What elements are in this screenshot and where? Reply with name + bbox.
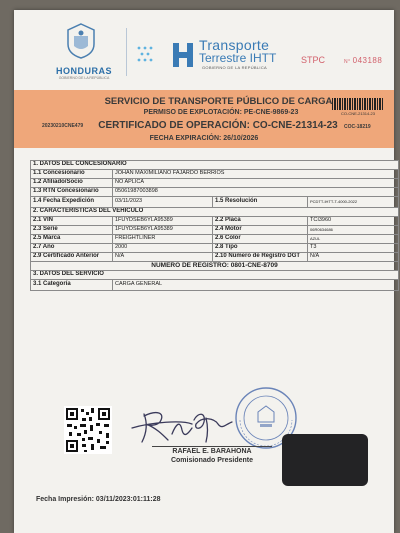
field-value: N/A — [308, 253, 399, 262]
field-label: 2.8 Tipo — [213, 244, 308, 253]
field-value: FREIGHTLINER — [113, 235, 213, 244]
agency-code: STPC — [301, 55, 326, 65]
field-label: 3.1 Categoría — [31, 280, 113, 291]
brand-subtitle: GOBIERNO DE LA REPÚBLICA — [202, 65, 267, 70]
section-header — [31, 208, 399, 217]
signer-title: Comisionado Presidente — [170, 457, 254, 464]
table-row — [31, 244, 399, 253]
service-title: SERVICIO DE TRANSPORTE PÚBLICO DE CARGA — [104, 96, 333, 107]
header-divider — [126, 28, 127, 76]
brand-line-2: Terrestre IHTT — [199, 51, 277, 65]
field-label: 2.7 Año — [31, 244, 113, 253]
country-name: HONDURAS — [55, 66, 112, 76]
dot-pattern-icon — [136, 44, 162, 64]
table-row — [31, 262, 399, 271]
field-value: AZUL — [308, 235, 399, 244]
field-label: 1.5 Resolución — [213, 197, 308, 208]
field-value: PCDTT-IHTT-T-4000-2022 — [308, 197, 399, 208]
certificate-page — [14, 10, 394, 533]
table-row — [31, 170, 399, 179]
section-header — [31, 161, 399, 170]
field-label: 2.5 Marca — [31, 235, 113, 244]
brand-line-1: Transporte — [199, 37, 270, 53]
table-row — [31, 235, 399, 244]
table-row — [31, 253, 399, 262]
right-code: COC-18219 — [344, 124, 371, 130]
field-label: 2.3 Serie — [31, 226, 113, 235]
serial-number — [344, 56, 382, 65]
field-value: 03/11/2023 — [113, 197, 213, 208]
h-logo-icon — [172, 42, 194, 68]
field-value: 1FUYDSEB6YLA95389 — [113, 217, 213, 226]
field-label: 1.3 RTN Concesionario — [31, 188, 113, 197]
table-row — [31, 179, 399, 188]
field-value: 06R0634686 — [308, 226, 399, 235]
field-value: 2000 — [113, 244, 213, 253]
field-value: TCI3960 — [308, 217, 399, 226]
field-label: 2.6 Color — [213, 235, 308, 244]
field-label: 2.1 VIN — [31, 217, 113, 226]
country-subtitle: GOBIERNO DE LA REPÚBLICA — [58, 76, 110, 80]
field-value: T3 — [308, 244, 399, 253]
certificate-number: CERTIFICADO DE OPERACIÓN: CO-CNE-21314-23 — [98, 120, 338, 131]
print-date: Fecha Impresión: 03/11/2023:01:11:28 — [36, 496, 161, 503]
field-value: N/A — [113, 253, 213, 262]
section-header — [31, 271, 399, 280]
redacted-box — [282, 434, 368, 486]
registration-number: NUMERO DE REGISTRO: 0801-CNE-8709 — [31, 262, 399, 271]
field-label: 2.4 Motor — [213, 226, 308, 235]
title-band — [14, 90, 394, 148]
data-table — [30, 160, 399, 291]
field-label: 1.1 Concesionario — [31, 170, 113, 179]
field-label: 1.2 Afiliado/Socio — [31, 179, 113, 188]
left-code: 20230210CNE479 — [42, 123, 84, 129]
table-row — [31, 217, 399, 226]
field-label: 2.10 Número de Registro DGT — [213, 253, 308, 262]
table-row — [31, 197, 399, 208]
table-row — [31, 280, 399, 291]
section-title: 2. CARACTERISTICAS DEL VEHICULO — [31, 208, 399, 217]
signer-name: RAFAEL E. BARAHONA — [152, 446, 272, 455]
serial-value: 043188 — [352, 56, 383, 65]
table-row — [31, 188, 399, 197]
field-label: 2.9 Certificado Anterior — [31, 253, 113, 262]
qr-code — [64, 406, 112, 454]
table-row — [31, 226, 399, 235]
field-value: 05061987003898 — [113, 188, 399, 197]
barcode-text: CO-CNE-21314-23 — [340, 111, 375, 116]
field-label: 2.2 Placa — [213, 217, 308, 226]
permit-number: PERMISO DE EXPLOTACIÓN: PE-CNE-9869-23 — [143, 109, 299, 116]
barcode — [332, 98, 384, 110]
field-value: NO APLICA — [113, 179, 399, 188]
coat-of-arms-icon — [64, 22, 98, 60]
expiry-date: FECHA EXPIRACIÓN: 26/10/2026 — [149, 135, 259, 142]
serial-prefix: N° — [344, 59, 351, 65]
field-value: JOHAN MAXIMILIANO FAJARDO BERRIOS — [113, 170, 399, 179]
field-value: CARGA GENERAL — [113, 280, 399, 291]
field-label: 1.4 Fecha Expedición — [31, 197, 113, 208]
section-title: 1. DATOS DEL CONCESIONARIO — [31, 161, 399, 170]
field-value: 1FUYDSEB6YLA95389 — [113, 226, 213, 235]
section-title: 3. DATOS DEL SERVICIO — [31, 271, 399, 280]
